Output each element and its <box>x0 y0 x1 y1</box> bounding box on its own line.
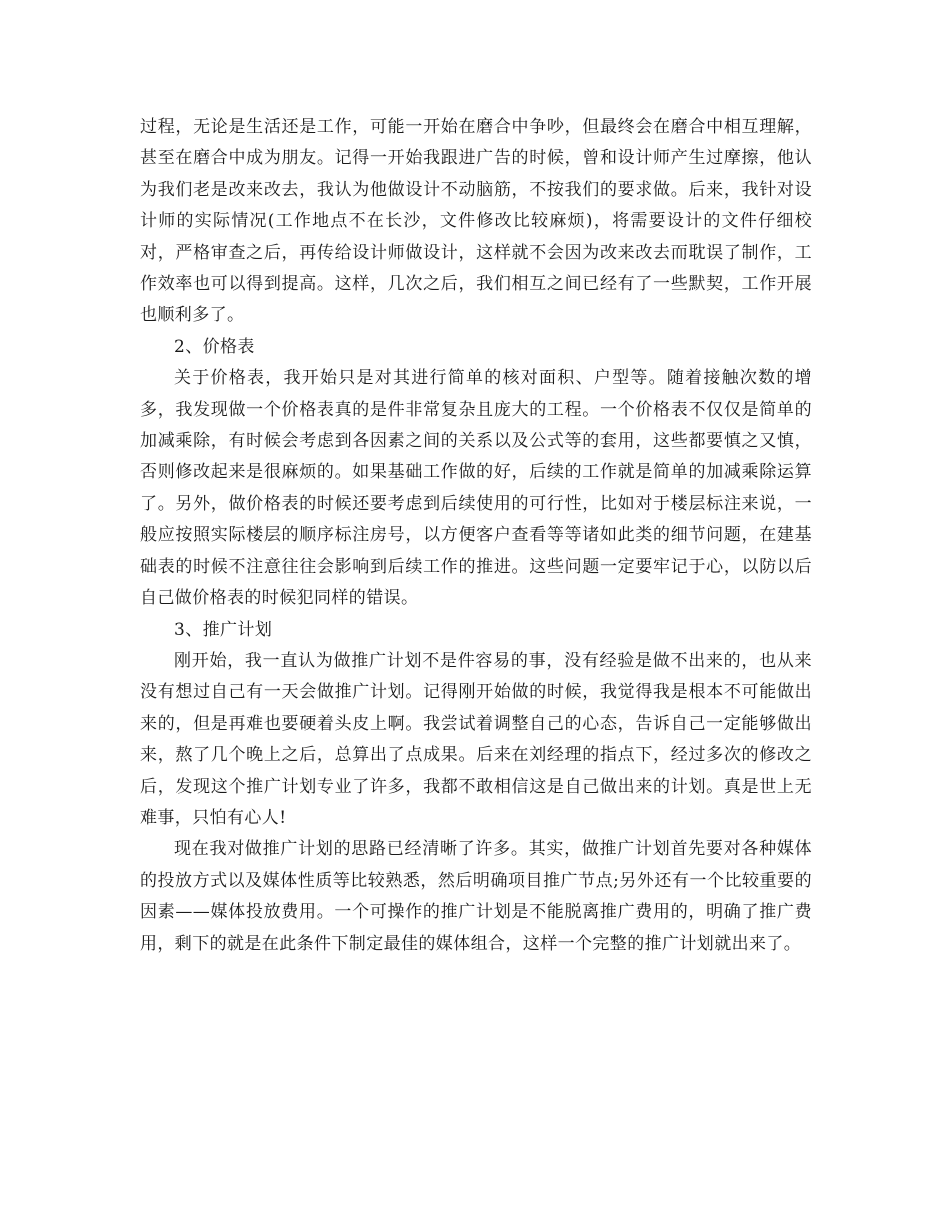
section-heading-promotion-plan: 3、推广计划 <box>174 619 273 640</box>
paragraph-promotion-plan-start: 刚开始，我一直认为做推广计划不是件容易的事，没有经验是做不出来的，也从来没有想过自己有一天会做推广计划。记得刚开始做的时候，我觉得我是根本不可能做出来的，但是再难也要硬着头皮上啊。我尝试着调整自己的心态，告诉自己一定能够做出来，熬了几个晚上之后，总算出了点成果。后来在刘经理的指点下，经过多次的修改之后，发现这个推广计划专业了许多，我都不敢相信这是自己做出来的计划。真是世上无难事，只怕有心人! <box>140 650 812 828</box>
document-page <box>140 112 812 960</box>
paragraph-designer-collaboration: 过程，无论是生活还是工作，可能一开始在磨合中争吵，但最终会在磨合中相互理解，甚至在磨合中成为朋友。记得一开始我跟进广告的时候，曾和设计师产生过摩擦，他认为我们老是改来改去，我认为他做设计不动脑筋，不按我们的要求做。后来，我针对设计师的实际情况(工作地点不在长沙，文件修改比较麻烦)，将需要设计的文件仔细校对，严格审查之后，再传给设计师做设计，这样就不会因为改来改去而耽误了制作，工作效率也可以得到提高。这样，几次之后，我们相互之间已经有了一些默契，工作开展也顺利多了。 <box>140 117 812 326</box>
section-heading-price-table: 2、价格表 <box>174 336 255 357</box>
paragraph-promotion-plan-now: 现在我对做推广计划的思路已经清晰了许多。其实，做推广计划首先要对各种媒体的投放方式以及媒体性质等比较熟悉，然后明确项目推广节点;另外还有一个比较重要的因素——媒体投放费用。一个可操作的推广计划是不能脱离推广费用的，明确了推广费用，剩下的就是在此条件下制定最佳的媒体组合，这样一个完整的推广计划就出来了。 <box>140 839 812 954</box>
paragraph-price-table: 关于价格表，我开始只是对其进行简单的核对面积、户型等。随着接触次数的增多，我发现做一个价格表真的是件非常复杂且庞大的工程。一个价格表不仅仅是简单的加减乘除，有时候会考虑到各因素之间的关系以及公式等的套用，这些都要慎之又慎，否则修改起来是很麻烦的。如果基础工作做的好，后续的工作就是简单的加减乘除运算了。另外，做价格表的时候还要考虑到后续使用的可行性，比如对于楼层标注来说，一般应按照实际楼层的顺序标注房号，以方便客户查看等等诸如此类的细节问题，在建基础表的时候不注意往往会影响到后续工作的推进。这些问题一定要牢记于心，以防以后自己做价格表的时候犯同样的错误。 <box>140 368 812 609</box>
